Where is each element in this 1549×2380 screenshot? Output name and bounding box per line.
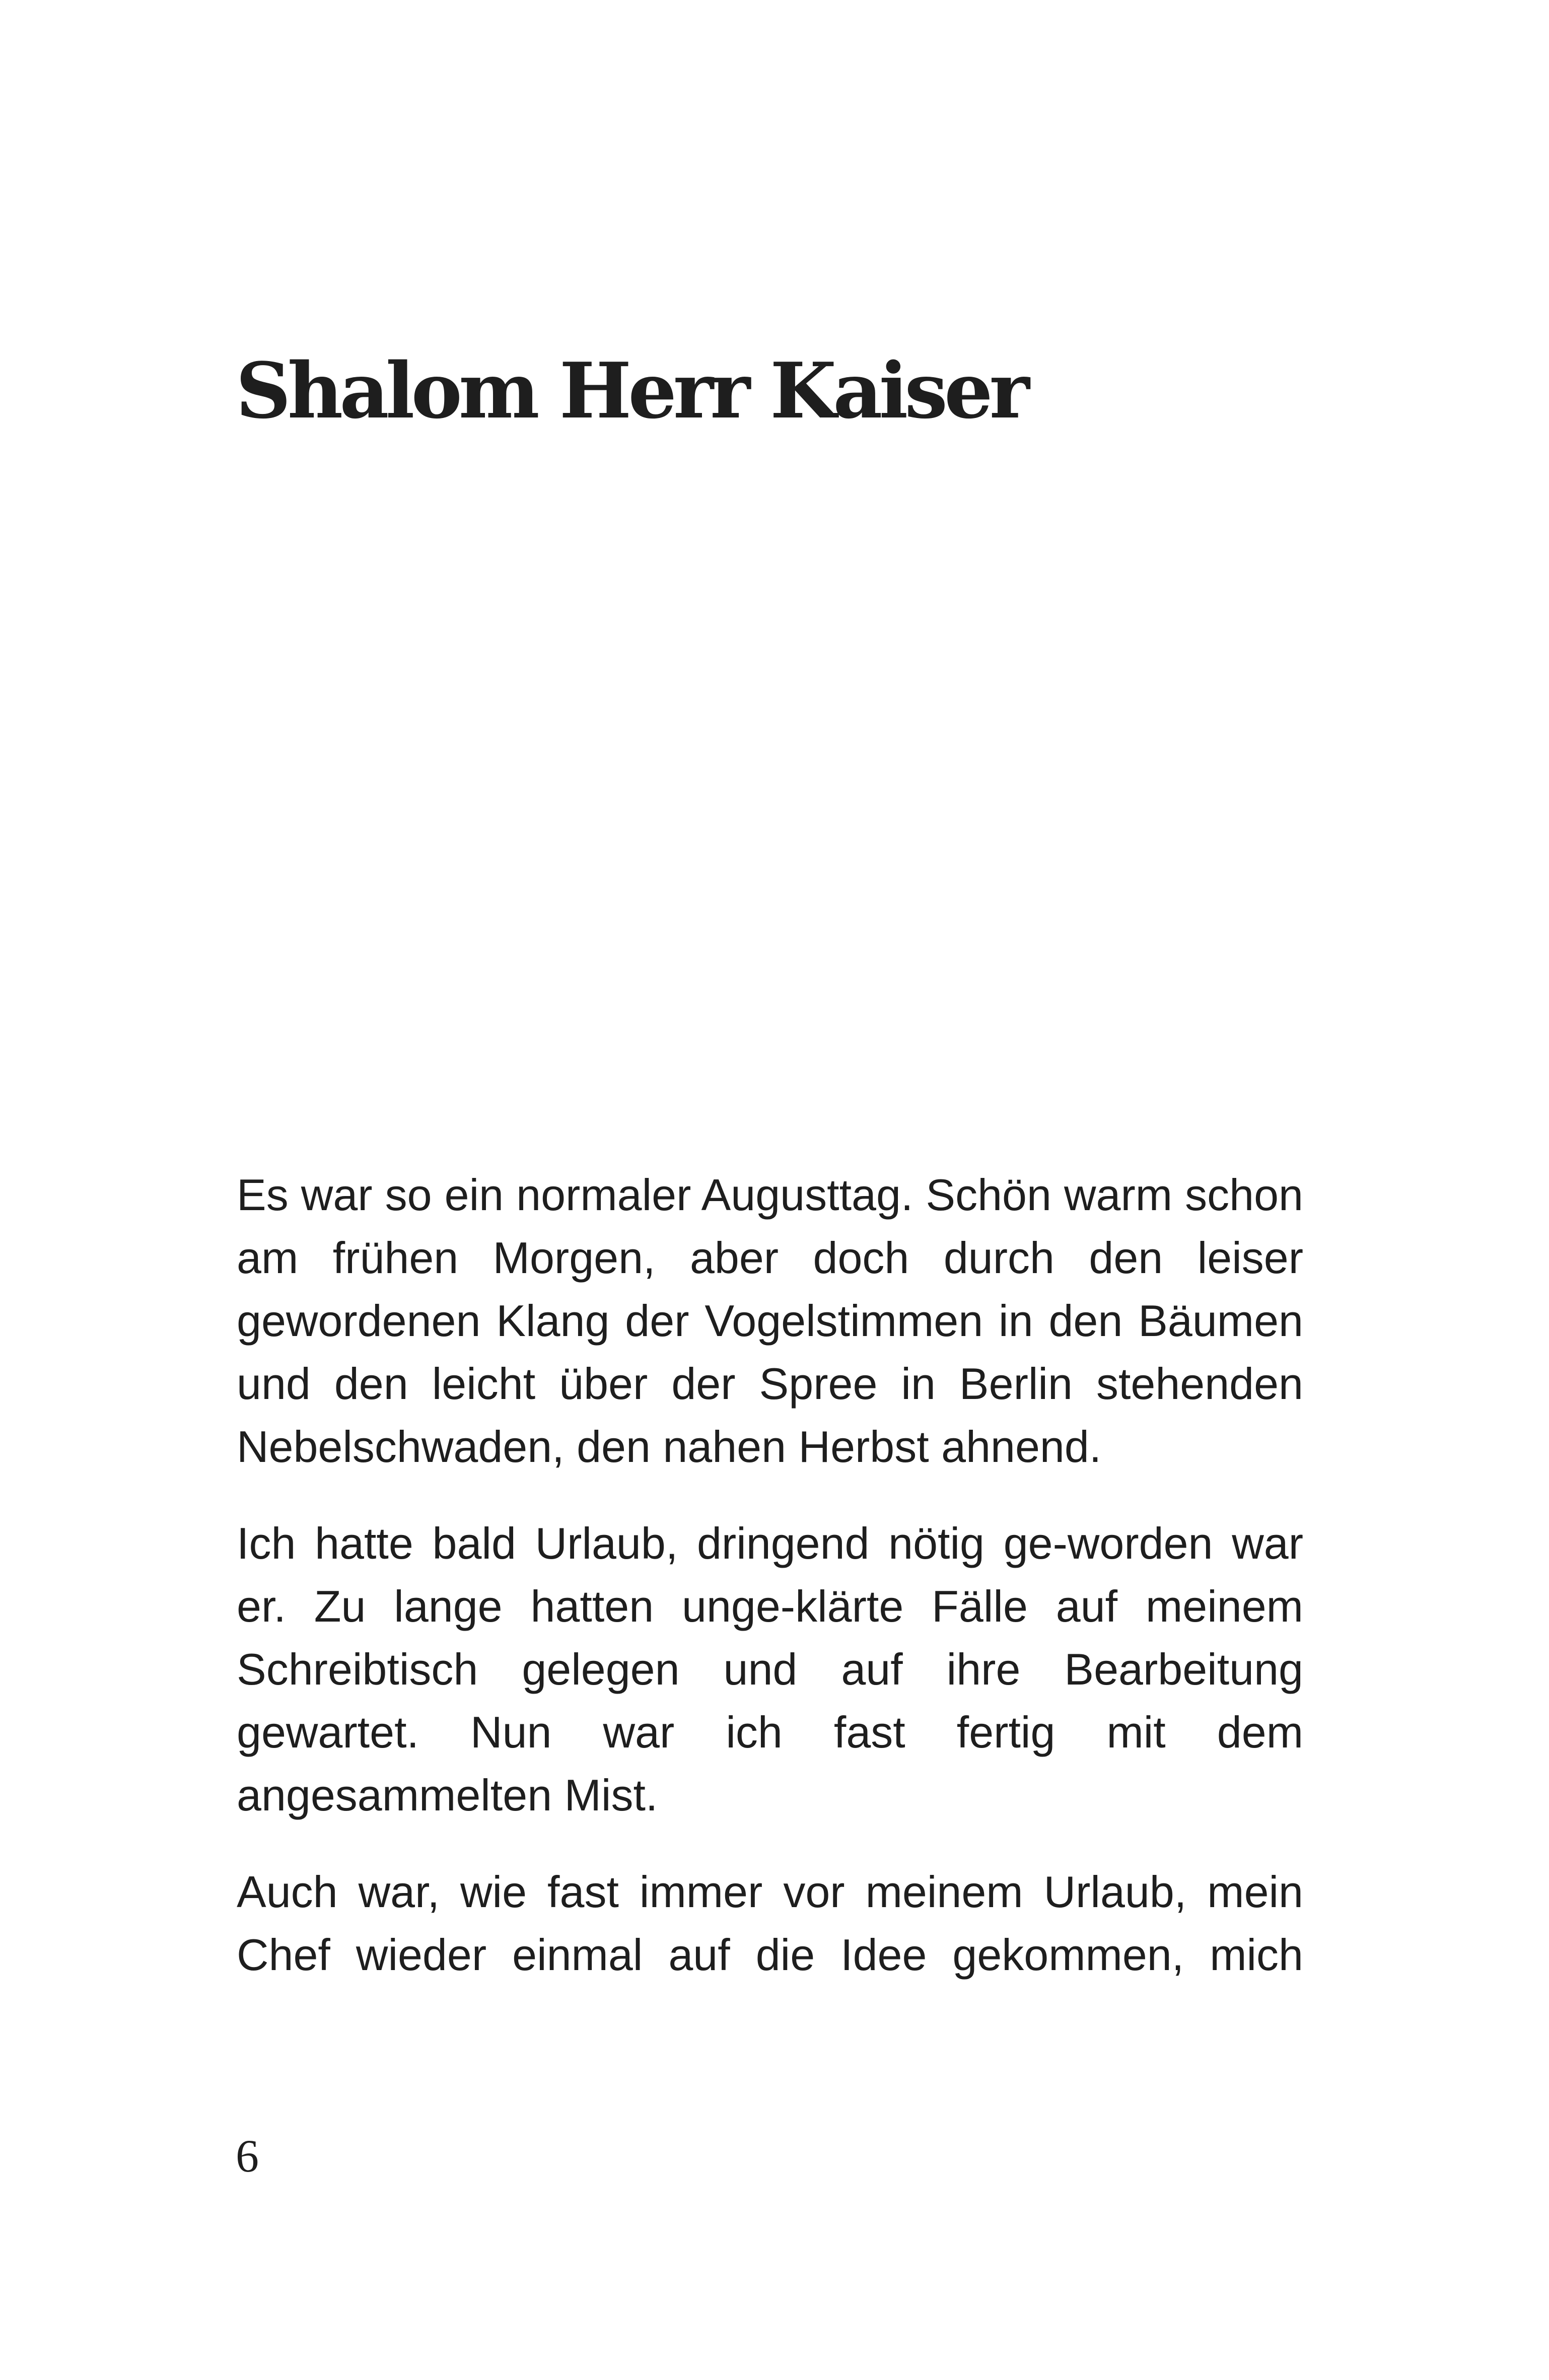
paragraph-1: Es war so ein normaler Augusttag. Schön warm schon am frühen Morgen, aber doch durch den leiser gewordenen Klang der Vogelstimmen in den Bäumen und den leicht über der Spree in Berlin stehenden Nebelschwaden, den nahen Herbst ahnend.	[237, 1170, 1303, 1472]
paragraph-3: Auch war, wie fast immer vor meinem Urlaub, mein Chef wieder einmal auf die Idee gekommen, mich	[237, 1867, 1303, 1980]
page-number: 6	[236, 2130, 259, 2182]
body-text	[237, 1163, 1303, 2020]
paragraph-2: Ich hatte bald Urlaub, dringend nötig ge-worden war er. Zu lange hatten unge-klärte Fälle auf meinem Schreibtisch gelegen und auf ihre Bearbeitung gewartet. Nun war ich fast fertig mit dem angesammelten Mist.	[237, 1518, 1303, 1820]
chapter-title: Shalom Herr Kaiser	[236, 345, 1026, 436]
